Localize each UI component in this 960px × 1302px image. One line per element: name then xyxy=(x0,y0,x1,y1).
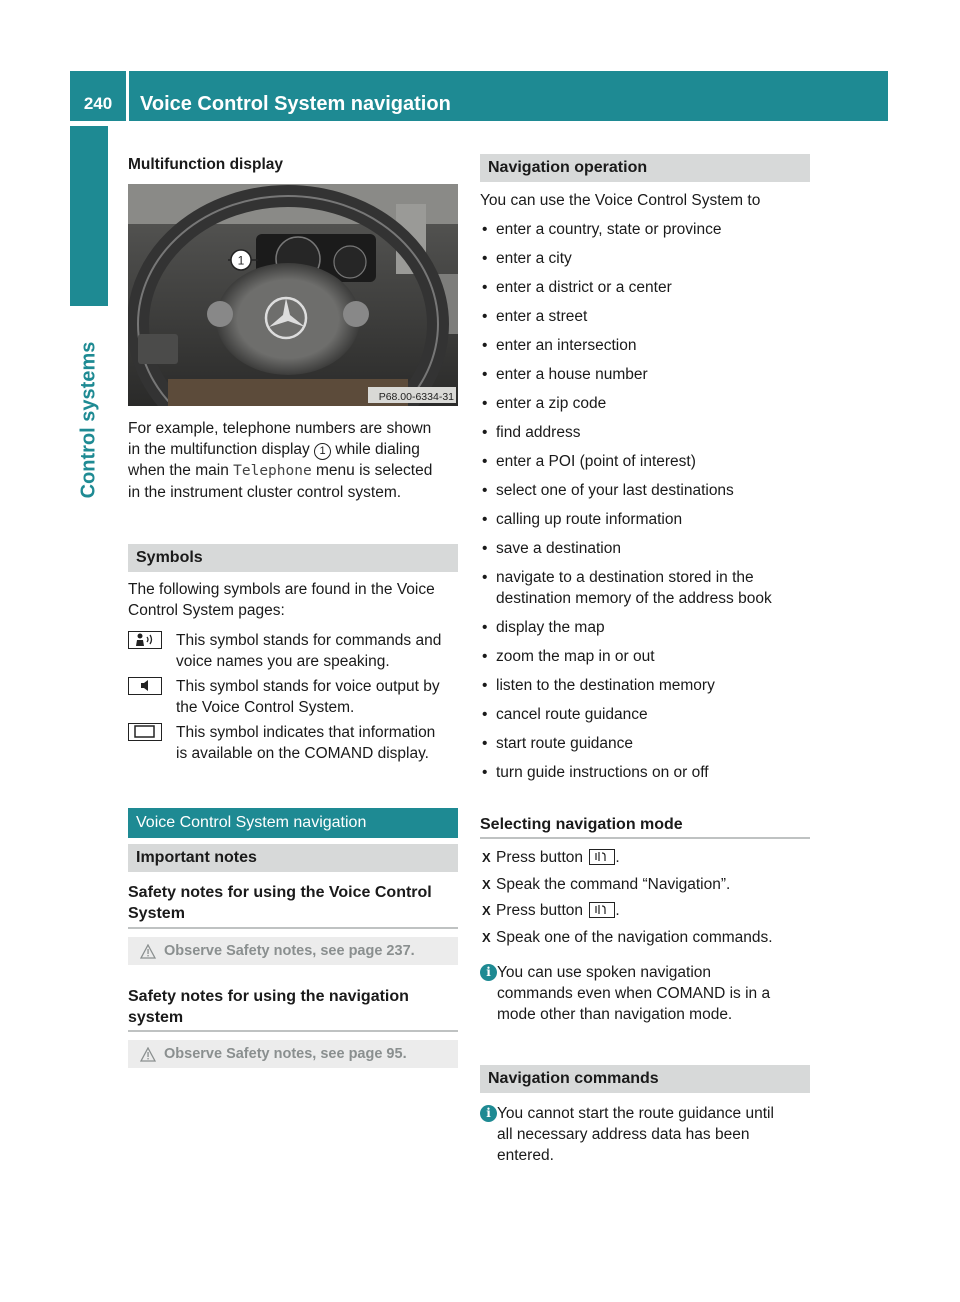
list-item: • turn guide instructions on or off xyxy=(480,762,815,783)
step-item: X Press button . xyxy=(482,900,812,921)
symbol-description: This symbol indicates that information is available on the COMAND display. xyxy=(176,724,436,762)
nav-op-intro: You can use the Voice Control System to xyxy=(480,192,761,209)
navigation-operation-title: Navigation operation xyxy=(480,154,810,182)
page-title: Voice Control System navigation xyxy=(140,93,451,115)
header-divider xyxy=(126,71,129,121)
warning-triangle-icon xyxy=(140,944,156,959)
list-item: • save a destination xyxy=(480,538,815,559)
list-item: • zoom the map in or out xyxy=(480,646,815,667)
list-item: • listen to the destination memory xyxy=(480,675,815,696)
mfd-line: For example, telephone numbers are shown xyxy=(128,420,432,437)
display-screen-icon xyxy=(128,723,162,741)
mfd-line: in the multifunction display 1 while dialing xyxy=(128,441,420,458)
navigation-commands-title: Navigation commands xyxy=(480,1065,810,1093)
vcs-navigation-section-title: Voice Control System navigation xyxy=(128,808,458,838)
warning-text: Observe Safety notes, see page 95. xyxy=(164,1046,407,1062)
info-note: You can use spoken navigation commands even when COMAND is in a mode other than navigation mode. xyxy=(497,964,771,1023)
select-mode-heading: Selecting navigation mode xyxy=(480,816,683,833)
list-item: • enter a country, state or province xyxy=(480,219,815,240)
warning-box xyxy=(128,937,458,965)
list-item: • enter a zip code xyxy=(480,393,815,414)
list-item: • enter a city xyxy=(480,248,815,269)
speaker-output-icon xyxy=(128,677,162,695)
chapter-tab-block xyxy=(70,126,108,306)
step-item: X Speak one of the navigation commands. xyxy=(482,927,812,948)
mfd-paragraph xyxy=(128,418,463,503)
list-item: • select one of your last destinations xyxy=(480,480,815,501)
speaking-person-icon xyxy=(128,631,162,649)
list-item: • find address xyxy=(480,422,815,443)
step-item: X Speak the command “Navigation”. xyxy=(482,874,812,895)
menu-name: Telephone xyxy=(233,463,312,479)
info-icon: i xyxy=(480,1105,497,1122)
safety-nav-heading: Safety notes for using the navigation system xyxy=(128,988,409,1026)
divider xyxy=(480,837,810,839)
divider xyxy=(128,1030,458,1032)
page-number: 240 xyxy=(83,94,113,113)
mfd-line: when the main Telephone menu is selected xyxy=(128,462,433,479)
list-item: • enter a house number xyxy=(480,364,815,385)
list-item: • enter a street xyxy=(480,306,815,327)
nav-op-list xyxy=(480,219,815,791)
info-note: You cannot start the route guidance until all necessary address data has been entered. xyxy=(497,1105,774,1164)
callout-marker: 1 xyxy=(314,443,331,460)
safety-vc-heading: Safety notes for using the Voice Control System xyxy=(128,884,432,922)
list-item: • start route guidance xyxy=(480,733,815,754)
divider xyxy=(128,927,458,929)
important-notes-title: Important notes xyxy=(128,844,458,872)
svg-text:1: 1 xyxy=(237,253,245,268)
talk-button-icon xyxy=(589,902,615,918)
step-item: X Press button . xyxy=(482,847,812,868)
warning-triangle-icon xyxy=(140,1047,156,1062)
photo-label: P68.00-6334-31 xyxy=(378,391,454,403)
mfd-line: in the instrument cluster control system. xyxy=(128,484,402,501)
symbol-description: This symbol stands for voice output by the Voice Control System. xyxy=(176,678,440,716)
dashboard-photo xyxy=(128,184,458,406)
info-icon: i xyxy=(480,964,497,981)
list-item: • calling up route information xyxy=(480,509,815,530)
symbol-description: This symbol stands for commands and voice names you are speaking. xyxy=(176,632,442,670)
list-item: • navigate to a destination stored in the destination memory of the address book xyxy=(480,567,815,609)
warning-text: Observe Safety notes, see page 237. xyxy=(164,943,415,959)
list-item: • cancel route guidance xyxy=(480,704,815,725)
list-item: • enter a district or a center xyxy=(480,277,815,298)
talk-button-icon xyxy=(589,849,615,865)
warning-box xyxy=(128,1040,458,1068)
symbols-section-title: Symbols xyxy=(128,544,458,572)
list-item: • display the map xyxy=(480,617,815,638)
symbols-intro: The following symbols are found in the Voice Control System pages: xyxy=(128,581,435,619)
list-item: • enter an intersection xyxy=(480,335,815,356)
chapter-tab xyxy=(70,307,108,532)
chapter-label: Control systems xyxy=(77,341,100,498)
mfd-heading: Multifunction display xyxy=(128,156,283,173)
steering-wheel-illustration xyxy=(128,184,458,406)
list-item: • enter a POI (point of interest) xyxy=(480,451,815,472)
